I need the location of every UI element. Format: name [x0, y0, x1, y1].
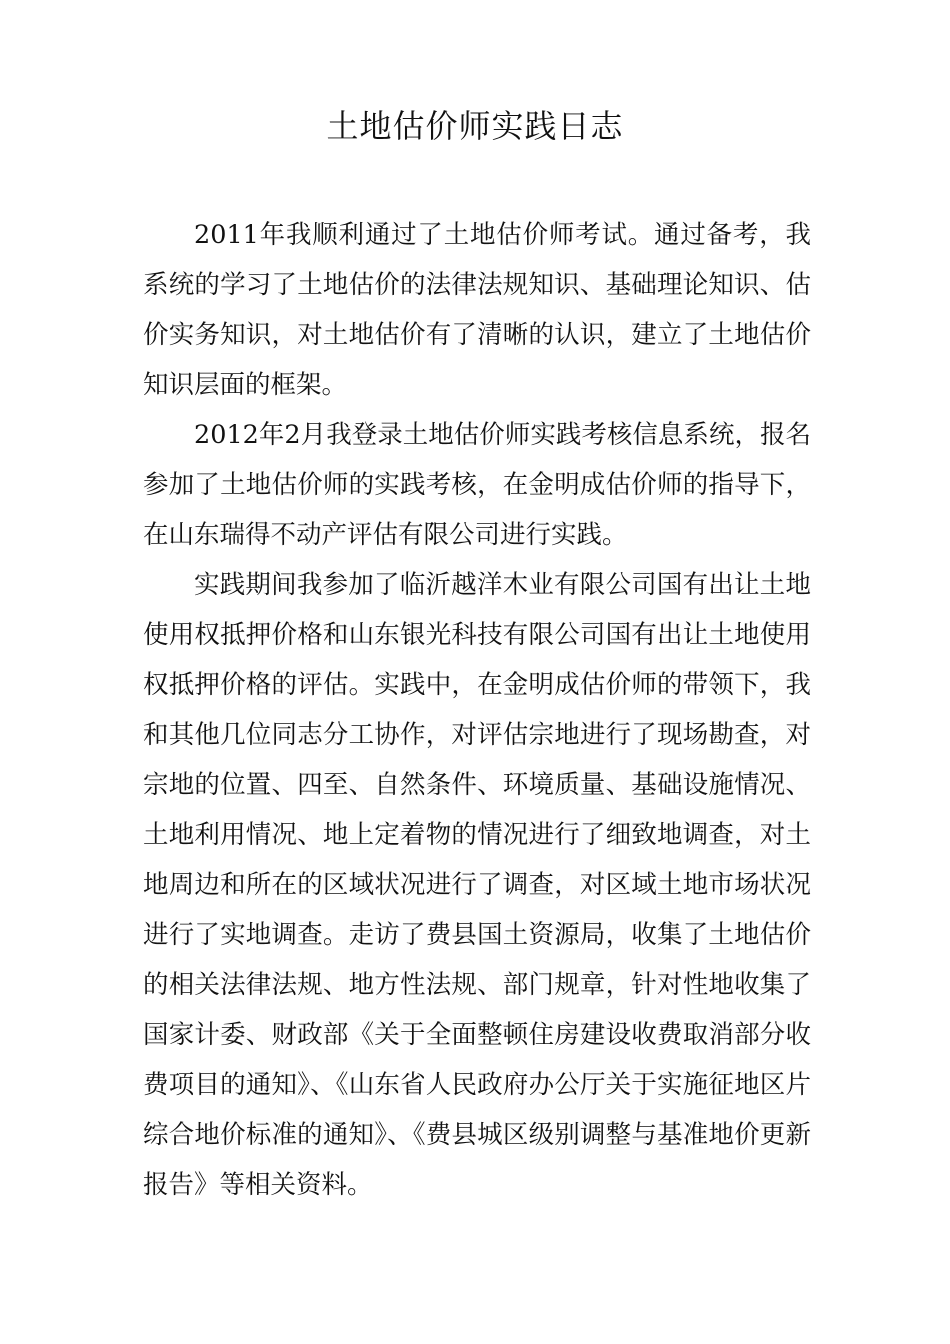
document-body — [143, 210, 811, 1210]
paragraph-exam: 2011年我顺利通过了土地估价师考试。通过备考，我系统的学习了土地估价的法律法规知识、基础理论知识、估价实务知识，对土地估价有了清晰的认识，建立了土地估价知识层面的框架。 — [143, 220, 811, 400]
paragraph-practice: 实践期间我参加了临沂越洋木业有限公司国有出让土地使用权抵押价格和山东银光科技有限公司国有出让土地使用权抵押价格的评估。实践中，在金明成估价师的带领下，我和其他几位同志分工协作，对评估宗地进行了现场勘查，对宗地的位置、四至、自然条件、环境质量、基础设施情况、土地利用情况、地上定着物的情况进行了细致地调查，对土地周边和所在的区域状况进行了调查，对区域土地市场状况进行了实地调查。走访了费县国土资源局，收集了土地估价的相关法律法规、地方性法规、部门规章，针对性地收集了国家计委、财政部《关于全面整顿住房建设收费取消部分收费项目的通知》、《山东省人民政府办公厅关于实施征地区片综合地价标准的通知》、《费县城区级别调整与基准地价更新报告》等相关资料。 — [143, 570, 811, 1200]
paragraph-registration: 2012年2月我登录土地估价师实践考核信息系统，报名参加了土地估价师的实践考核，在金明成估价师的指导下，在山东瑞得不动产评估有限公司进行实践。 — [143, 420, 811, 550]
document-title: 土地估价师实践日志 — [326, 107, 624, 145]
